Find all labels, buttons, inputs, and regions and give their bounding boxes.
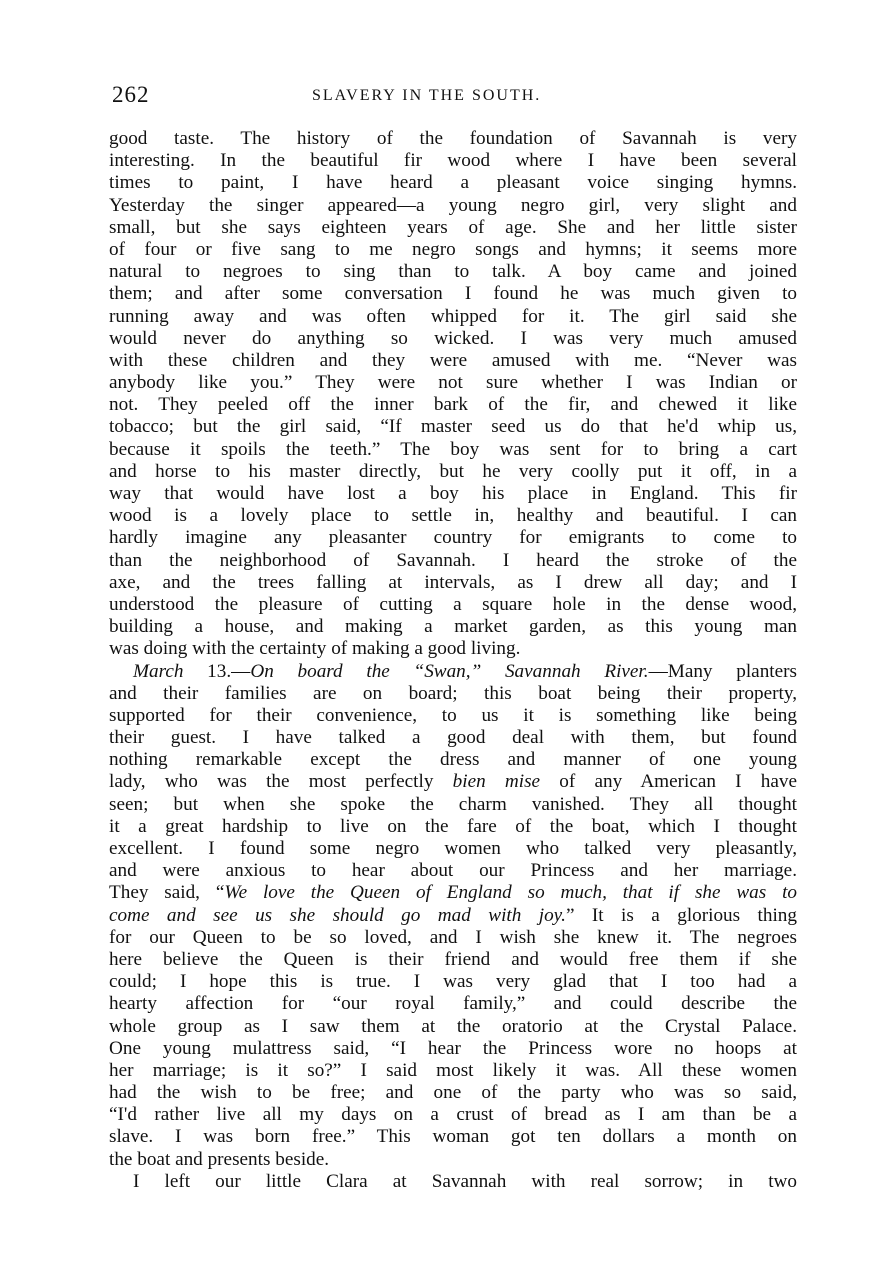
page-number: 262 xyxy=(112,82,150,107)
page-header xyxy=(112,82,797,112)
text-line: because it spoils the teeth.” The boy was sent for to bring a cart xyxy=(109,438,797,460)
text-line: seen; but when she spoke the charm vanished. They all thought xyxy=(109,793,797,815)
text-line: excellent. I found some negro women who talked very pleasantly, xyxy=(109,838,797,859)
text-line: whole group as I saw them at the oratorio at the Crystal Palace. xyxy=(109,1015,797,1037)
text-line: was doing with the certainty of making a good living. xyxy=(109,638,521,660)
text-line: slave. I was born free.” This woman got ten dollars a month on xyxy=(109,1126,797,1148)
text-line: it a great hardship to live on the fare of the boat, which I thought xyxy=(109,815,797,837)
text-line: than the neighborhood of Savannah. I heard the stroke of the xyxy=(109,549,797,571)
text-line: supported for their convenience, to us it is something like being xyxy=(109,704,797,726)
text-line: would never do anything so wicked. I was very much amused xyxy=(109,327,797,349)
text-line: March 13.—On board the “Swan,” Savannah River.—Many planters xyxy=(133,660,797,682)
text-line: natural to negroes to sing than to talk. A boy came and joined xyxy=(109,261,797,283)
text-line: understood the pleasure of cutting a square hole in the dense wood, xyxy=(109,593,797,615)
text-line: building a house, and making a market garden, as this young man xyxy=(109,616,797,638)
text-line: times to paint, I have heard a pleasant voice singing hymns. xyxy=(109,172,797,194)
text-line: way that would have lost a boy his place in England. This fir xyxy=(109,483,797,504)
text-line: One young mulattress said, “I hear the Princess wore no hoops at xyxy=(109,1037,797,1059)
text-line: and were anxious to hear about our Princess and her marriage. xyxy=(109,860,797,882)
text-line: tobacco; but the girl said, “If master seed us do that he'd whip us, xyxy=(109,416,797,438)
text-line: running away and was often whipped for it. The girl said she xyxy=(109,305,797,327)
text-line: them; and after some conversation I found he was much given to xyxy=(109,283,797,305)
text-line: “I'd rather live all my days on a crust of bread as I am than be a xyxy=(109,1104,797,1126)
text-line: for our Queen to be so loved, and I wish she knew it. The negroes xyxy=(109,926,797,948)
text-line: and horse to his master directly, but he very coolly put it off, in a xyxy=(109,460,797,482)
text-line: Yesterday the singer appeared—a young negro girl, very slight and xyxy=(109,194,797,216)
text-line: anybody like you.” They were not sure whether I was Indian or xyxy=(109,372,797,394)
text-line: axe, and the trees falling at intervals, as I drew all day; and I xyxy=(109,571,797,593)
text-line: of four or five sang to me negro songs and hymns; it seems more xyxy=(109,238,797,260)
text-line: lady, who was the most perfectly bien mise of any American I have xyxy=(109,771,797,793)
text-line: had the wish to be free; and one of the party who was so said, xyxy=(109,1082,797,1104)
text-line: come and see us she should go mad with joy.” It is a glorious thing xyxy=(109,904,797,926)
text-line: here believe the Queen is their friend and would free them if she xyxy=(109,948,797,970)
text-line: wood is a lovely place to settle in, healthy and beautiful. I can xyxy=(109,505,797,527)
running-title: SLAVERY IN THE SOUTH. xyxy=(312,87,542,104)
text-line: with these children and they were amused with me. “Never was xyxy=(109,349,797,371)
text-line: hearty affection for “our royal family,” and could describe the xyxy=(109,993,797,1015)
text-line: her marriage; is it so?” I said most likely it was. All these women xyxy=(109,1059,797,1081)
body-text xyxy=(109,128,797,1193)
text-line: not. They peeled off the inner bark of the fir, and chewed it like xyxy=(109,394,797,416)
text-line: hardly imagine any pleasanter country for emigrants to come to xyxy=(109,527,797,549)
text-line: I left our little Clara at Savannah with real sorrow; in two xyxy=(133,1170,797,1192)
text-line: their guest. I have talked a good deal with them, but found xyxy=(109,727,797,749)
text-line: interesting. In the beautiful fir wood where I have been several xyxy=(109,150,797,172)
text-line: could; I hope this is true. I was very glad that I too had a xyxy=(109,971,797,993)
text-line: good taste. The history of the foundation of Savannah is very xyxy=(109,128,797,149)
text-line: the boat and presents beside. xyxy=(109,1148,330,1170)
text-line: nothing remarkable except the dress and manner of one young xyxy=(109,749,797,771)
text-line: small, but she says eighteen years of age. She and her little sister xyxy=(109,216,797,238)
text-line: They said, “We love the Queen of England so much, that if she was to xyxy=(109,882,797,904)
text-line: and their families are on board; this boat being their property, xyxy=(109,682,797,704)
